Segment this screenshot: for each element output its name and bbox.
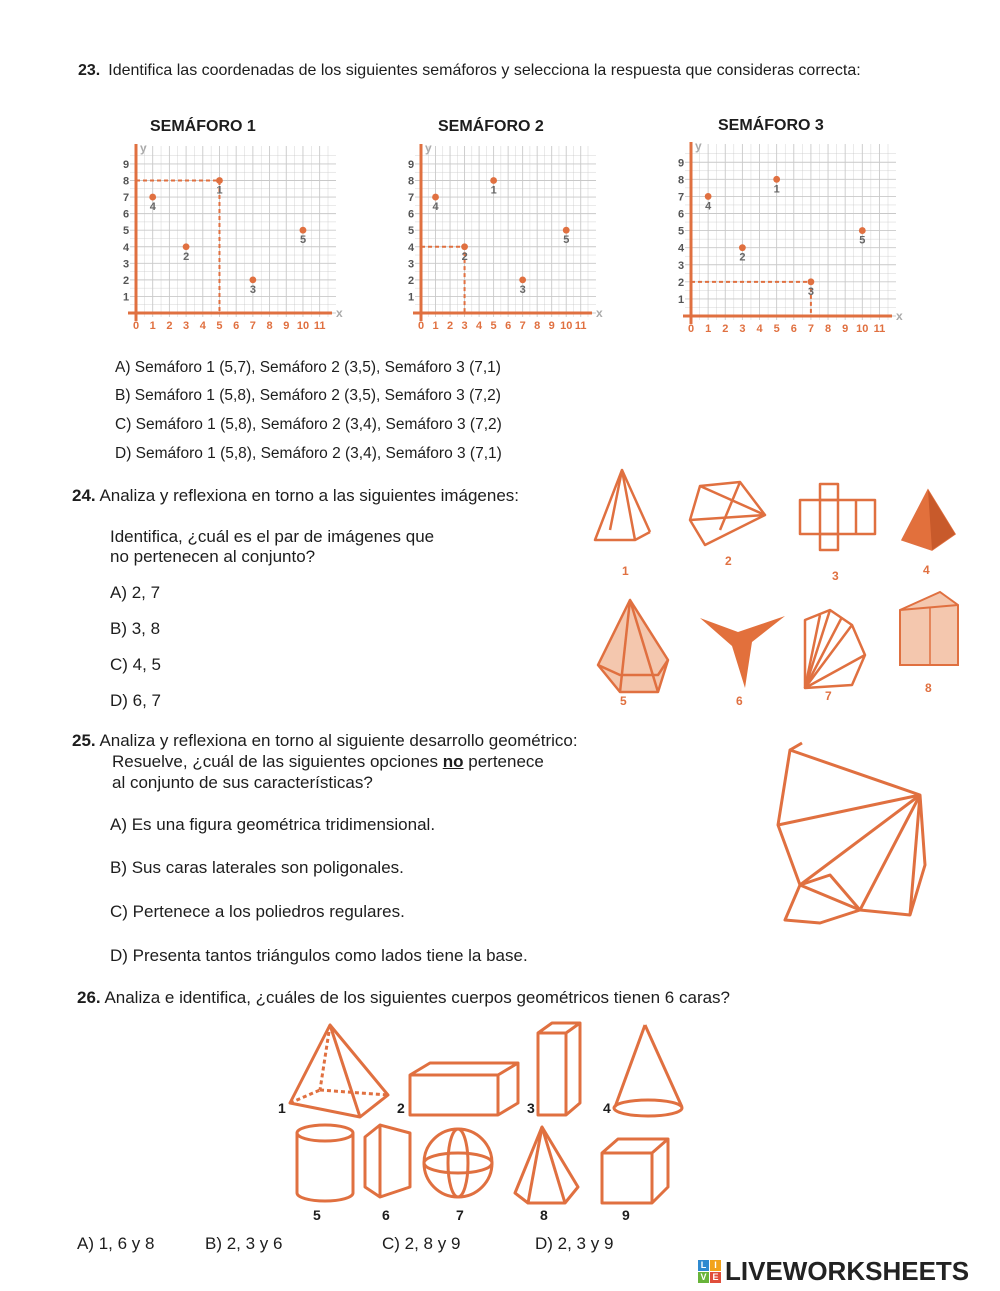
point-label-1: 1 [490,184,497,197]
y-tick-label: 3 [122,258,130,271]
x-tick-label: 1 [432,320,439,332]
figure-26-7-sphere [424,1129,492,1197]
question-24-question-line2: no pertenecen al conjunto? [110,547,316,566]
x-tick-label: 6 [790,323,797,335]
y-tick-label: 5 [122,225,130,238]
figure-26-label-1: 1 [278,1100,286,1116]
point-label-3: 3 [519,283,526,296]
point-3 [519,276,526,283]
figure-24-2-triangle-net [690,482,765,545]
question-23-prompt [78,62,930,80]
point-2 [739,244,746,251]
figure-24-3-box-net [800,484,875,550]
semaforo-1-chart [100,140,350,335]
point-4 [705,193,712,200]
figure-26-label-7: 7 [456,1207,464,1223]
figure-26-label-4: 4 [603,1100,611,1116]
x-tick-label: 5 [490,320,497,332]
chart-title-semaforo-1: SEMÁFORO 1 [150,118,256,135]
chart-title-semaforo-2: SEMÁFORO 2 [438,118,544,135]
question-23-number: 23. [78,62,101,79]
figure-26-label-8: 8 [540,1207,548,1223]
point-label-5: 5 [859,234,866,247]
x-tick-label: 10 [856,323,869,335]
y-tick-label: 7 [677,191,685,204]
figure-26-5-cylinder [297,1125,353,1201]
question-24-number: 24. [72,486,96,505]
x-tick-label: 6 [233,320,240,332]
question-23-option-c[interactable]: C) Semáforo 1 (5,8), Semáforo 2 (3,4), Semáforo 3 (7,2) [115,416,502,433]
x-tick-label: 2 [166,320,173,332]
point-1 [773,176,780,183]
figure-24-label-3: 3 [832,569,839,583]
question-25-text-line1: Analiza y reflexiona en torno al siguiente desarrollo geométrico: [99,731,578,750]
x-tick-label: 5 [216,320,223,332]
point-1 [490,177,497,184]
x-tick-label: 2 [446,320,454,332]
question-26-option-b[interactable]: B) 2, 3 y 6 [205,1234,283,1253]
y-tick-label: 7 [122,192,130,205]
question-26-option-a[interactable]: A) 1, 6 y 8 [77,1234,155,1253]
y-tick-label: 2 [677,276,685,289]
figure-24-7-fan-net [805,610,865,688]
figure-24-label-4: 4 [923,563,930,577]
question-24-option-a[interactable]: A) 2, 7 [110,583,161,602]
point-label-2: 2 [461,250,468,263]
x-tick-label: 3 [739,323,746,335]
y-tick-label: 5 [407,225,415,238]
question-25-text-line3: al conjunto de sus características? [112,773,373,792]
figure-24-label-8: 8 [925,681,932,695]
figure-26-label-6: 6 [382,1207,390,1223]
y-tick-label: 8 [407,175,415,188]
chart-title-semaforo-3: SEMÁFORO 3 [718,117,824,134]
y-tick-label: 7 [407,192,415,205]
question-26-prompt [77,988,730,1008]
y-tick-label: 5 [677,225,685,238]
y-tick-label: 3 [407,258,415,271]
y-tick-label: 3 [677,259,685,272]
point-label-1: 1 [216,184,223,197]
point-2 [183,243,190,250]
y-tick-label: 6 [677,208,685,221]
point-label-5: 5 [299,234,307,247]
question-25-option-a[interactable]: A) Es una figura geométrica tridimensional. [110,815,436,834]
semaforo-3-chart [655,138,910,338]
x-tick-label: 5 [773,323,780,335]
question-26-number: 26. [77,988,101,1007]
question-25-pentagonal-pyramid-net [770,735,945,935]
y-tick-label: 1 [407,291,415,304]
question-25-emphasis-no: no [442,752,464,771]
question-25-option-d[interactable]: D) Presenta tantos triángulos como lados tiene la base. [110,946,528,965]
figure-24-4-tetrahedron [902,490,955,550]
figure-26-3-tall-prism [538,1023,580,1115]
question-26-option-c[interactable]: C) 2, 8 y 9 [382,1234,461,1253]
point-4 [149,194,156,201]
x-tick-label: 8 [534,320,541,332]
y-tick-label: 2 [407,274,415,287]
question-25-text-line2 [112,752,544,772]
figure-24-5-pentagonal-pyramid [598,600,668,692]
x-tick-label: 0 [417,320,425,332]
question-23-option-b[interactable]: B) Semáforo 1 (5,8), Semáforo 2 (3,5), Semáforo 3 (7,2) [115,387,501,404]
y-tick-label: 1 [122,291,130,304]
x-tick-label: 9 [283,320,290,332]
liveworksheets-logo [698,1256,969,1287]
question-23-option-a[interactable]: A) Semáforo 1 (5,7), Semáforo 2 (3,5), Semáforo 3 (7,1) [115,359,501,376]
figure-26-9-cube [602,1139,668,1203]
y-axis-label: y [695,139,702,153]
question-25-option-b[interactable]: B) Sus caras laterales son poligonales. [110,858,404,877]
y-tick-label: 9 [122,158,130,171]
figure-24-label-5: 5 [620,694,627,708]
figure-26-2-rectangular-prism [410,1063,518,1115]
point-3 [249,276,256,283]
point-1 [216,177,223,184]
question-25-number: 25. [72,731,96,750]
y-tick-label: 8 [677,174,685,187]
figure-24-1-pyramid [595,470,650,540]
x-tick-label: 0 [132,320,140,332]
liveworksheets-icon: L I V E [698,1260,721,1283]
figure-26-8-hexagonal-pyramid [515,1127,578,1203]
x-tick-label: 7 [519,320,526,332]
y-tick-label: 6 [122,208,130,221]
x-tick-label: 7 [249,320,256,332]
x-tick-label: 4 [199,320,206,332]
x-tick-label: 0 [687,323,695,335]
question-23-option-d[interactable]: D) Semáforo 1 (5,8), Semáforo 2 (3,4), Semáforo 3 (7,1) [115,445,502,462]
semaforo-2-chart [385,140,610,335]
question-24-option-d[interactable]: D) 6, 7 [110,691,162,710]
x-tick-label: 3 [461,320,468,332]
x-tick-label: 4 [756,323,763,335]
x-tick-label: 3 [183,320,190,332]
y-tick-label: 2 [122,274,130,287]
figure-24-8-prism [900,592,958,665]
x-tick-label: 10 [296,320,310,332]
x-axis-label: x [896,309,903,323]
y-tick-label: 6 [407,208,415,221]
x-tick-label: 2 [722,323,729,335]
point-label-3: 3 [807,285,815,298]
figure-24-label-7: 7 [825,689,832,703]
point-label-1: 1 [773,183,780,196]
question-24-text: Analiza y reflexiona en torno a las siguientes imágenes: [99,486,520,505]
x-tick-label: 7 [807,323,814,335]
point-5 [563,227,570,234]
point-5 [859,227,866,234]
figure-26-label-9: 9 [622,1207,630,1223]
point-label-2: 2 [739,251,746,264]
y-tick-label: 4 [122,241,130,254]
question-25-text-line2a: Resuelve, ¿cuál de las siguientes opciones [112,752,443,771]
point-label-4: 4 [432,201,439,214]
point-label-5: 5 [563,234,570,247]
question-24-option-b[interactable]: B) 3, 8 [110,619,161,638]
x-tick-label: 10 [560,320,573,332]
question-26-figures [270,1015,690,1230]
question-24-figures [580,460,980,710]
x-tick-label: 1 [705,323,712,335]
x-tick-label: 6 [505,320,512,332]
question-26-text: Analiza e identifica, ¿cuáles de los siguientes cuerpos geométricos tienen 6 caras? [104,988,731,1007]
x-tick-label: 11 [574,320,587,332]
figure-24-label-6: 6 [736,694,743,708]
figure-24-label-2: 2 [725,554,732,568]
liveworksheets-wordmark: LIVEWORKSHEETS [725,1256,970,1286]
x-tick-label: 9 [548,320,555,332]
point-4 [432,194,439,201]
x-axis-label: x [336,306,343,320]
figure-26-label-5: 5 [313,1207,321,1223]
x-tick-label: 11 [873,323,886,335]
x-tick-label: 4 [476,320,483,332]
question-26-option-d[interactable]: D) 2, 3 y 9 [535,1234,614,1253]
x-tick-label: 8 [266,320,273,332]
x-tick-label: 8 [824,323,832,335]
y-tick-label: 9 [407,158,415,171]
y-axis-label: y [425,141,432,155]
point-label-4: 4 [149,201,156,214]
question-24-prompt [72,486,519,506]
figure-24-label-1: 1 [622,564,629,578]
question-25-prompt [72,731,578,751]
question-23-text: Identifica las coordenadas de los siguientes semáforos y selecciona la respuesta que consideras correcta: [108,62,861,79]
y-tick-label: 8 [122,175,130,188]
x-tick-label: 9 [842,323,849,335]
point-5 [300,227,307,234]
y-tick-label: 1 [677,293,685,306]
y-tick-label: 4 [407,241,415,254]
question-25-option-c[interactable]: C) Pertenece a los poliedros regulares. [110,902,405,921]
figure-26-1-square-pyramid [290,1025,388,1117]
point-label-3: 3 [249,283,256,296]
point-label-4: 4 [705,200,712,213]
question-24-option-c[interactable]: C) 4, 5 [110,655,162,674]
figure-26-4-cone [614,1025,682,1116]
question-25-text-line2c: pertenece [463,752,544,771]
y-tick-label: 9 [677,157,685,170]
figure-26-6-triangular-prism [365,1125,410,1197]
question-24-question-line1: Identifica, ¿cuál es el par de imágenes que [110,527,435,546]
point-2 [461,243,468,250]
x-axis-label: x [596,306,603,320]
y-axis-label: y [140,141,147,155]
point-label-2: 2 [183,250,190,263]
x-tick-label: 11 [313,320,326,332]
figure-26-label-2: 2 [397,1100,405,1116]
figure-26-label-3: 3 [527,1100,535,1116]
x-tick-label: 1 [149,320,156,332]
y-tick-label: 4 [677,242,685,255]
figure-24-6-concave-shape [700,616,785,688]
point-3 [808,278,815,285]
